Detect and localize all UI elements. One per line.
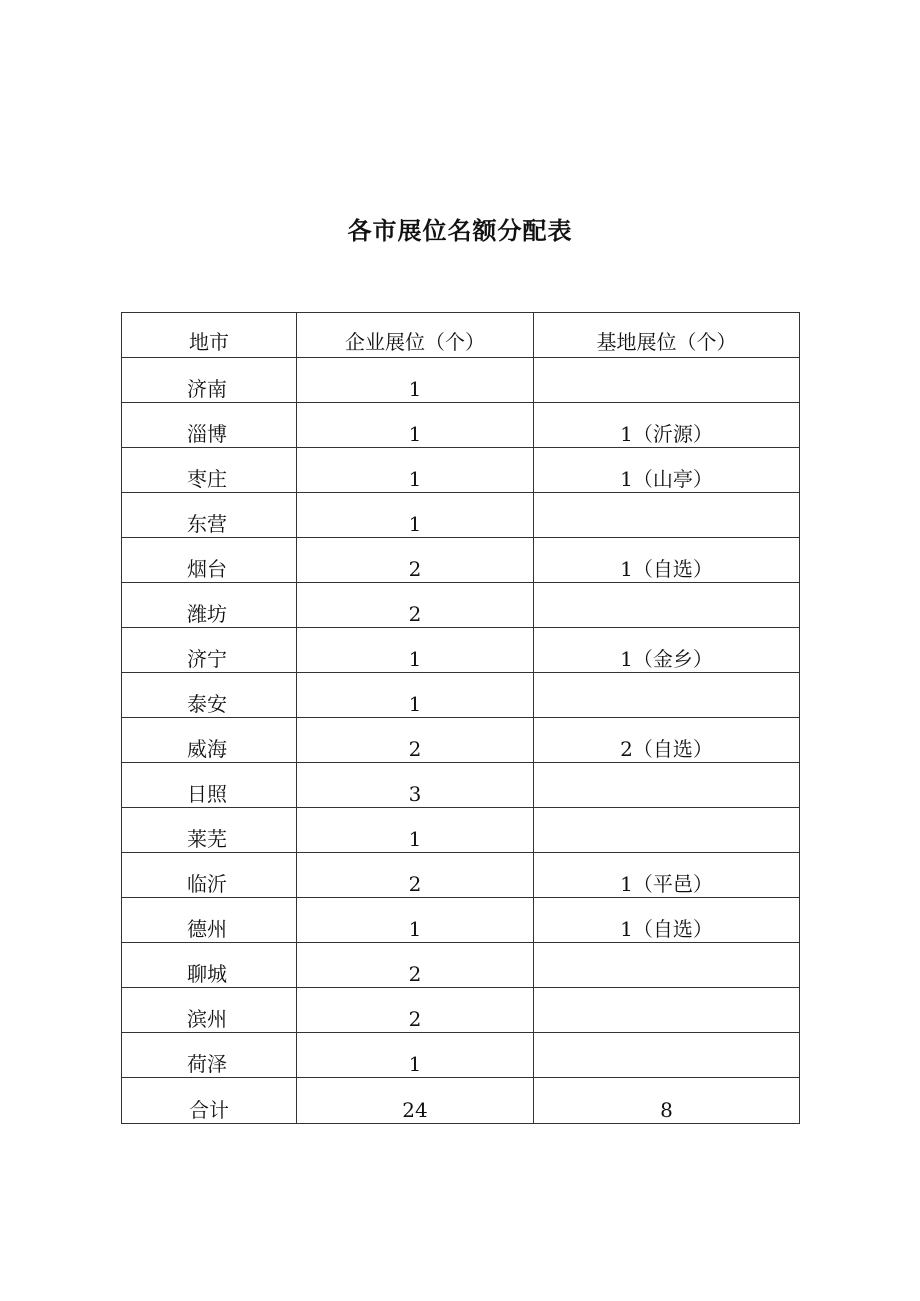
city-cell-text: 滨州 [187, 1007, 227, 1031]
quota-table [121, 312, 800, 1124]
table-row [122, 538, 800, 583]
enterprise-cell [297, 493, 534, 538]
base-cell-text: 1（自选） [620, 917, 713, 941]
enterprise-cell [297, 673, 534, 718]
base-cell [534, 538, 800, 583]
base-cell [534, 583, 800, 628]
header-enterprise-label: 企业展位（个） [345, 330, 485, 354]
enterprise-cell-text: 1 [408, 647, 422, 671]
city-cell-text: 东营 [187, 512, 227, 536]
table-row [122, 853, 800, 898]
enterprise-cell [297, 853, 534, 898]
city-cell-text: 枣庄 [187, 467, 227, 491]
city-cell-text: 烟台 [187, 557, 227, 581]
header-city-label: 地市 [189, 330, 229, 354]
city-cell [122, 763, 297, 808]
city-cell-text: 聊城 [187, 962, 227, 986]
enterprise-cell [297, 898, 534, 943]
enterprise-cell-text: 2 [408, 872, 422, 896]
total-label-cell [122, 1078, 297, 1124]
header-base-label: 基地展位（个） [596, 330, 737, 354]
enterprise-cell [297, 943, 534, 988]
base-cell-text: 1（自选） [620, 557, 713, 581]
base-cell [534, 808, 800, 853]
base-cell [534, 628, 800, 673]
header-cell-base [534, 313, 800, 358]
enterprise-cell-text: 2 [408, 1007, 422, 1031]
table-row [122, 943, 800, 988]
city-cell-text: 德州 [187, 917, 227, 941]
city-cell [122, 808, 297, 853]
total-row [122, 1078, 800, 1124]
enterprise-cell-text: 1 [408, 422, 422, 446]
enterprise-cell [297, 358, 534, 403]
table-row [122, 583, 800, 628]
enterprise-cell [297, 628, 534, 673]
table-row [122, 673, 800, 718]
enterprise-cell [297, 718, 534, 763]
enterprise-cell [297, 988, 534, 1033]
base-cell [534, 493, 800, 538]
enterprise-cell-text: 3 [408, 782, 422, 806]
city-cell-text: 莱芜 [187, 827, 227, 851]
table-row [122, 763, 800, 808]
city-cell [122, 583, 297, 628]
city-cell-text: 日照 [187, 782, 227, 806]
table-body [122, 313, 800, 1124]
enterprise-cell-text: 1 [408, 692, 422, 716]
city-cell [122, 538, 297, 583]
base-cell-text: 2（自选） [620, 737, 713, 761]
city-cell [122, 943, 297, 988]
table-row [122, 718, 800, 763]
enterprise-cell-text: 1 [408, 377, 422, 401]
base-cell [534, 403, 800, 448]
enterprise-cell-text: 2 [408, 737, 422, 761]
base-cell [534, 1033, 800, 1078]
total-enterprise-cell [297, 1078, 534, 1124]
enterprise-cell [297, 403, 534, 448]
city-cell [122, 853, 297, 898]
enterprise-cell-text: 2 [408, 602, 422, 626]
base-cell [534, 943, 800, 988]
enterprise-cell-text: 2 [408, 557, 422, 581]
base-cell [534, 763, 800, 808]
city-cell-text: 临沂 [187, 872, 227, 896]
city-cell [122, 493, 297, 538]
city-cell [122, 358, 297, 403]
city-cell [122, 673, 297, 718]
enterprise-cell-text: 1 [408, 1052, 422, 1076]
city-cell [122, 628, 297, 673]
table-row [122, 988, 800, 1033]
city-cell-text: 济宁 [187, 647, 227, 671]
enterprise-cell-text: 1 [408, 512, 422, 536]
total-base-cell [534, 1078, 800, 1124]
page-title: 各市展位名额分配表 [347, 217, 573, 245]
city-cell [122, 1033, 297, 1078]
table-row [122, 403, 800, 448]
enterprise-cell-text: 1 [408, 827, 422, 851]
enterprise-cell-text: 2 [408, 962, 422, 986]
enterprise-cell [297, 763, 534, 808]
city-cell-text: 潍坊 [187, 602, 227, 626]
base-cell [534, 853, 800, 898]
city-cell-text: 荷泽 [187, 1052, 227, 1076]
table-header-row [122, 313, 800, 358]
enterprise-cell [297, 538, 534, 583]
total-base-cell-text: 8 [660, 1098, 673, 1122]
table-row [122, 628, 800, 673]
enterprise-cell-text: 1 [408, 917, 422, 941]
enterprise-cell [297, 1033, 534, 1078]
city-cell [122, 448, 297, 493]
base-cell [534, 448, 800, 493]
city-cell [122, 718, 297, 763]
base-cell [534, 988, 800, 1033]
city-cell [122, 898, 297, 943]
header-cell-city [122, 313, 297, 358]
enterprise-cell-text: 1 [408, 467, 422, 491]
enterprise-cell [297, 808, 534, 853]
base-cell-text: 1（沂源） [620, 422, 713, 446]
city-cell-text: 济南 [187, 377, 227, 401]
base-cell-text: 1（山亭） [620, 467, 713, 491]
table-row [122, 448, 800, 493]
base-cell-text: 1（金乡） [620, 647, 713, 671]
table-row [122, 898, 800, 943]
base-cell [534, 898, 800, 943]
city-cell-text: 泰安 [187, 692, 227, 716]
total-enterprise-cell-text: 24 [402, 1098, 428, 1122]
table-row [122, 1033, 800, 1078]
city-cell-text: 淄博 [187, 422, 227, 446]
city-cell [122, 403, 297, 448]
base-cell-text: 1（平邑） [620, 872, 713, 896]
enterprise-cell [297, 583, 534, 628]
city-cell-text: 威海 [187, 737, 227, 761]
enterprise-cell [297, 448, 534, 493]
base-cell [534, 673, 800, 718]
base-cell [534, 718, 800, 763]
table-row [122, 808, 800, 853]
table-row [122, 493, 800, 538]
base-cell [534, 358, 800, 403]
header-cell-enterprise [297, 313, 534, 358]
table-row [122, 358, 800, 403]
city-cell [122, 988, 297, 1033]
total-label-cell-text: 合计 [189, 1098, 229, 1122]
